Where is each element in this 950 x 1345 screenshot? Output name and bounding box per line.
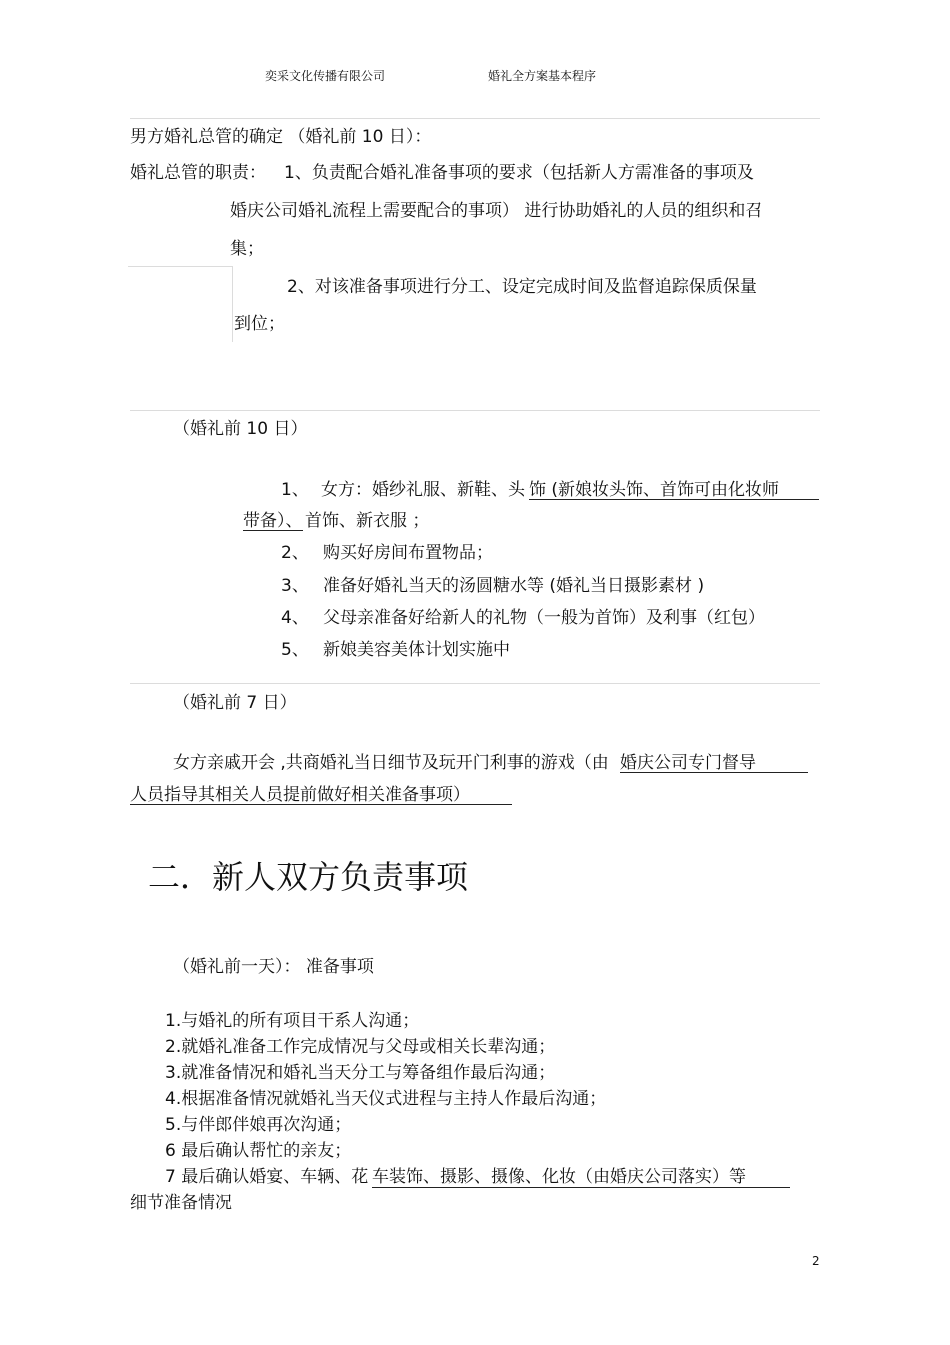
section2-item6: 6 最后确认帮忙的亲友； xyxy=(165,1141,352,1161)
header-divider xyxy=(130,118,820,119)
underline xyxy=(372,1187,790,1188)
before7-line1b: 婚庆公司专门督导 xyxy=(620,753,756,773)
section2-item4: 4.根据准备情况就婚礼当天仪式进程与主持人作最后沟通； xyxy=(165,1089,607,1109)
duty1-line3: 集； xyxy=(230,239,264,259)
before10-item1-num: 1、 xyxy=(281,480,309,500)
before10-item4-num: 4、 xyxy=(281,608,309,628)
section2-item1: 1.与婚礼的所有项目干系人沟通； xyxy=(165,1011,420,1031)
section2-item5: 5.与伴郎伴娘再次沟通； xyxy=(165,1115,352,1135)
table-rule-vertical xyxy=(232,266,233,342)
page-number: 2 xyxy=(812,1254,820,1268)
underline xyxy=(529,499,819,500)
before10-item1-line1b: 饰 (新娘妆头饰、首饰可由化妆师 xyxy=(529,480,780,500)
before7-line2: 人员指导其相关人员提前做好相关准备事项） xyxy=(130,785,470,805)
before10-item3-text: 准备好婚礼当天的汤圆糖水等 (婚礼当日摄影素材 ) xyxy=(323,576,705,596)
before10-item5-text: 新娘美容美体计划实施中 xyxy=(323,640,510,660)
before7-line1a: 女方亲戚开会 ,共商婚礼当日细节及玩开门利事的游戏（由 xyxy=(173,753,609,773)
before10-item2-num: 2、 xyxy=(281,543,309,563)
section2-item7-line2: 细节准备情况 xyxy=(130,1193,232,1213)
section2-item7a: 7 最后确认婚宴、车辆、花 xyxy=(165,1167,369,1187)
duties-label: 婚礼总管的职责： xyxy=(130,163,266,183)
duty2-line2: 到位； xyxy=(234,314,285,334)
section-divider xyxy=(130,410,820,411)
section2-item7b: 车装饰、摄影、摄像、化妆（由婚庆公司落实）等 xyxy=(372,1167,746,1187)
before10-item3-num: 3、 xyxy=(281,576,309,596)
underline xyxy=(243,530,303,531)
underline xyxy=(620,772,808,773)
section2-item2: 2.就婚礼准备工作完成情况与父母或相关长辈沟通； xyxy=(165,1037,556,1057)
before10-item1-line1a: 女方：婚纱礼服、新鞋、头 xyxy=(321,480,525,500)
before10-item5-num: 5、 xyxy=(281,640,309,660)
duty1-line2: 婚庆公司婚礼流程上需要配合的事项） 进行协助婚礼的人员的组织和召 xyxy=(230,201,763,221)
duty2-line1: 2、对该准备事项进行分工、设定完成时间及监督追踪保质保量 xyxy=(287,277,757,297)
before7-title: （婚礼前 7 日） xyxy=(173,693,297,713)
before10-item2-text: 购买好房间布置物品； xyxy=(323,543,493,563)
section2-heading: 二．新人双方负责事项 xyxy=(148,858,469,896)
groom-manager-title: 男方婚礼总管的确定 （婚礼前 10 日）： xyxy=(130,127,432,147)
section2-subtitle: （婚礼前一天）： 准备事项 xyxy=(173,957,374,977)
section-divider xyxy=(130,683,820,684)
section2-item3: 3.就准备情况和婚礼当天分工与筹备组作最后沟通； xyxy=(165,1063,556,1083)
duty1-line1: 1、负责配合婚礼准备事项的要求（包括新人方需准备的事项及 xyxy=(284,163,754,183)
before10-title: （婚礼前 10 日） xyxy=(173,419,308,439)
header-company: 奕采文化传播有限公司 xyxy=(265,69,386,83)
before10-item1-line2b: 首饰、新衣服 ； xyxy=(305,511,430,531)
underline xyxy=(130,804,512,805)
before10-item1-line2a: 带备）、 xyxy=(243,511,303,531)
table-rule-horizontal xyxy=(128,266,232,267)
before10-item4-text: 父母亲准备好给新人的礼物（一般为首饰）及利事（红包） xyxy=(323,608,765,628)
header-doc-title: 婚礼全方案基本程序 xyxy=(488,69,597,83)
